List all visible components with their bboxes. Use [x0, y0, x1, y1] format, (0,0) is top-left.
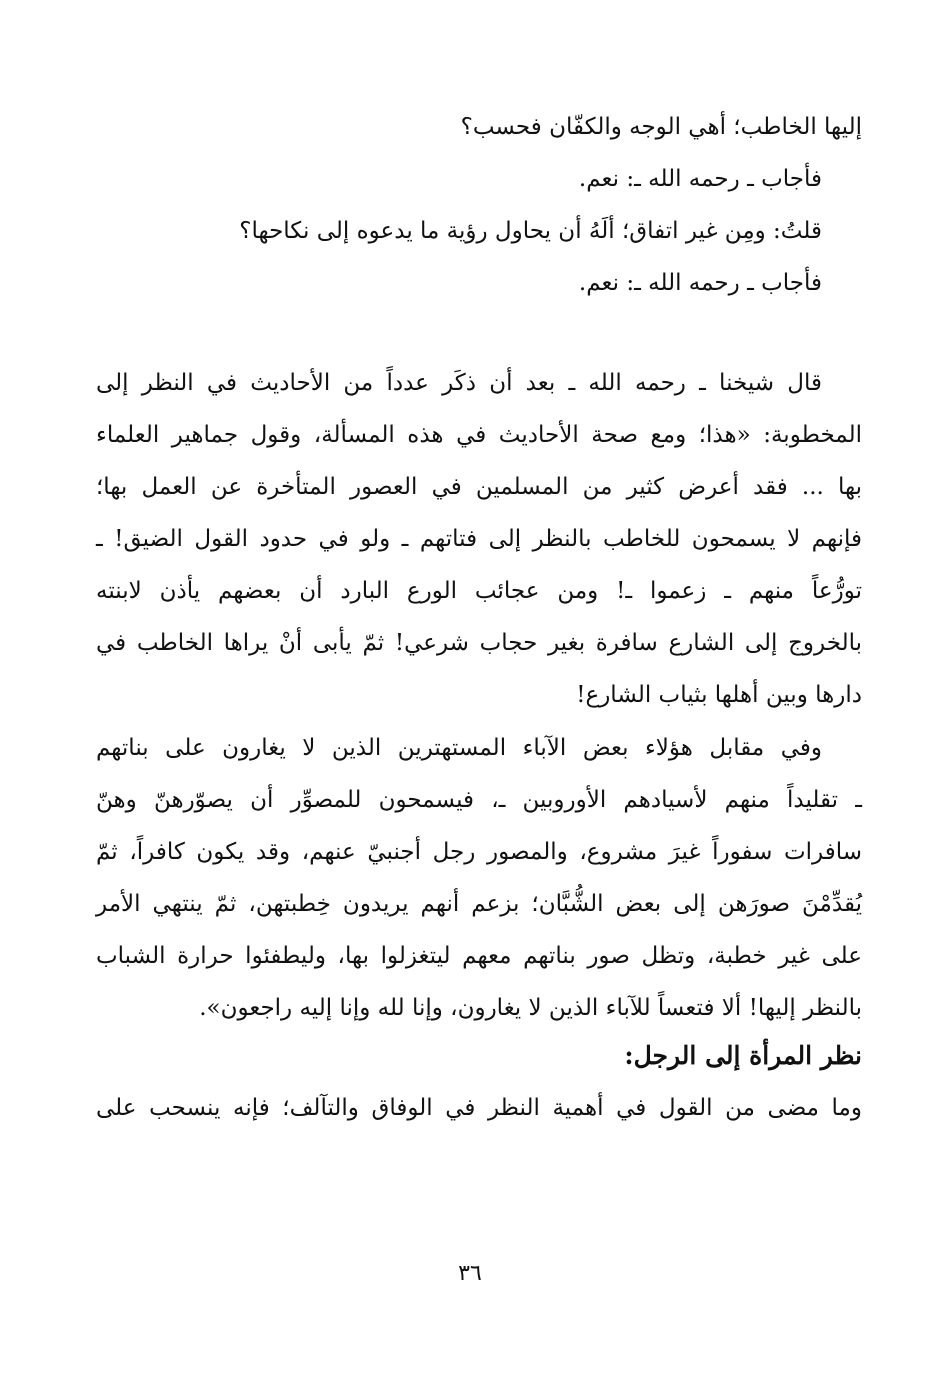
- text-line-16: على غير خطبة، وتظل صور بناتهم معهم ليتغزلوا بها، وليطفئوا حرارة الشباب: [96, 943, 862, 969]
- text-line-5: قال شيخنا ـ رحمه الله ـ بعد أن ذكَر عدداً من الأحاديث في النظر إلى: [96, 370, 822, 396]
- text-line-12: وفي مقابل هؤلاء بعض الآباء المستهترين الذين لا يغارون على بناتهم: [96, 735, 822, 761]
- page-number: ٣٦: [458, 1261, 482, 1286]
- text-line-3: قلتُ: ومِن غير اتفاق؛ ألَهُ أن يحاول رؤية ما يدعوه إلى نكاحها؟: [239, 218, 822, 244]
- text-line-17: بالنظر إليها! ألا فتعساً للآباء الذين لا يغارون، وإنا لله وإنا إليه راجعون».: [199, 995, 862, 1021]
- paragraph-fathers: [96, 722, 862, 1034]
- text-line-13: ـ تقليداً منهم لأسيادهم الأوروبين ـ، فيسمحون للمصوِّر أن يصوّرهنّ وهنّ: [96, 787, 862, 813]
- section-woman-looking: [96, 1030, 862, 1134]
- text-line-6: المخطوبة: «هذا؛ ومع صحة الأحاديث في هذه المسألة، وقول جماهير العلماء: [96, 422, 862, 448]
- paragraph-shaykh-quote: [96, 357, 862, 721]
- text-line-10: بالخروج إلى الشارع سافرة بغير حجاب شرعي! ثمّ يأبى أنْ يراها الخاطب في: [96, 630, 862, 656]
- text-line-11: دارها وبين أهلها بثياب الشارع!: [576, 682, 862, 708]
- text-line-15: يُقدِّمْنَ صورَهن إلى بعض الشُّبَّان؛ بزعم أنهم يريدون خِطبتهن، ثمّ ينتهي الأمر: [96, 891, 862, 917]
- paragraph-question-continuation: [96, 101, 862, 309]
- text-line-9: تورُّعاً منهم ـ زعموا ـ! ومن عجائب الورع البارد أن بعضهم يأذن لابنته: [96, 578, 862, 604]
- text-line-7: بها ... فقد أعرض كثير من المسلمين في العصور المتأخرة عن العمل بها؛: [96, 474, 862, 500]
- text-line-8: فإنهم لا يسمحون للخاطب بالنظر إلى فتاتهم ـ ولو في حدود القول الضيق! ـ: [96, 526, 862, 552]
- text-line-14: سافرات سفوراً غيرَ مشروع، والمصور رجل أجنبيّ عنهم، وقد يكون كافراً، ثمّ: [96, 839, 862, 865]
- text-line-19: وما مضى من القول في أهمية النظر في الوفاق والتآلف؛ فإنه ينسحب على: [96, 1095, 862, 1121]
- text-line-1: إليها الخاطب؛ أهي الوجه والكفّان فحسب؟: [460, 114, 862, 140]
- text-line-4: فأجاب ـ رحمه الله ـ: نعم.: [578, 270, 822, 296]
- section-heading: نظر المرأة إلى الرجل:: [624, 1041, 862, 1070]
- text-line-2: فأجاب ـ رحمه الله ـ: نعم.: [578, 166, 822, 192]
